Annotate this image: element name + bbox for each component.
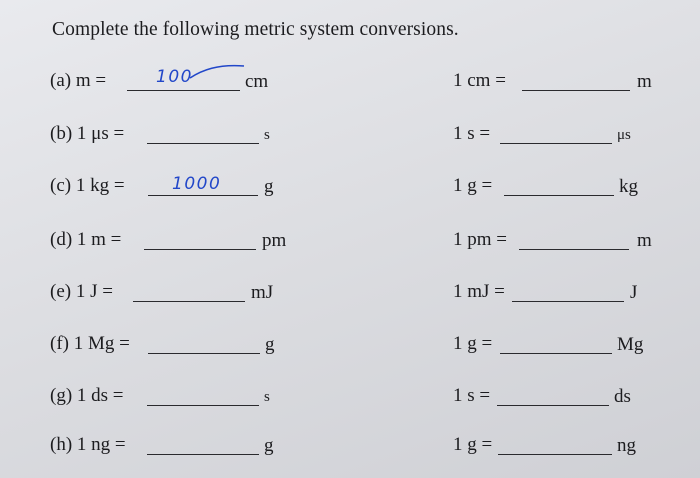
conversion-row-h [0, 434, 700, 474]
row-g-left-unit: s [264, 389, 270, 405]
row-d-left-unit: pm [262, 230, 287, 251]
row-a-left-answer: 100 [156, 67, 193, 87]
conversion-row-b [0, 123, 700, 163]
conversion-row-g [0, 385, 700, 425]
row-h-left-lead: (h) 1 ng = [50, 434, 126, 455]
conversion-row-e [0, 281, 700, 321]
row-c-right-lead: 1 g = [453, 175, 493, 196]
conversion-row-c [0, 175, 700, 215]
row-h-right-unit: ng [617, 435, 636, 456]
row-e-left-unit: mJ [251, 282, 274, 303]
row-d-right-lead: 1 pm = [453, 229, 507, 250]
row-c-left-lead: (c) 1 kg = [50, 175, 125, 196]
row-f-left-blank[interactable] [148, 333, 260, 354]
row-h-left-unit: g [264, 435, 274, 456]
row-f-right-lead: 1 g = [453, 333, 493, 354]
row-g-left-blank[interactable] [147, 385, 259, 406]
row-e-right-lead: 1 mJ = [453, 281, 505, 302]
row-d-right-blank[interactable] [519, 229, 629, 250]
row-g-left-lead: (g) 1 ds = [50, 385, 124, 406]
row-b-left-blank[interactable] [147, 123, 259, 144]
conversion-row-d [0, 229, 700, 269]
conversion-row-f [0, 333, 700, 373]
row-a-right-unit: m [637, 71, 652, 92]
row-a-right-blank[interactable] [522, 70, 630, 91]
row-e-left-lead: (e) 1 J = [50, 281, 113, 302]
row-f-left-lead: (f) 1 Mg = [50, 333, 130, 354]
row-d-right-unit: m [637, 230, 652, 251]
row-g-right-lead: 1 s = [453, 385, 491, 406]
row-g-right-blank[interactable] [497, 385, 609, 406]
row-f-right-blank[interactable] [500, 333, 612, 354]
row-g-right-unit: ds [614, 386, 631, 407]
row-b-right-lead: 1 s = [453, 123, 491, 144]
row-e-right-unit: J [630, 282, 638, 303]
row-b-right-blank[interactable] [500, 123, 612, 144]
row-c-right-unit: kg [619, 176, 638, 197]
row-h-right-lead: 1 g = [453, 434, 493, 455]
row-e-left-blank[interactable] [133, 281, 245, 302]
row-b-right-unit: μs [617, 127, 631, 143]
row-e-right-blank[interactable] [512, 281, 624, 302]
row-d-left-lead: (d) 1 m = [50, 229, 122, 250]
row-c-left-unit: g [264, 176, 274, 197]
worksheet-title: Complete the following metric system conversions. [52, 19, 459, 40]
row-d-left-blank[interactable] [144, 229, 256, 250]
row-a-right-lead: 1 cm = [453, 70, 506, 91]
row-a-pen-swoosh [188, 64, 248, 86]
row-f-left-unit: g [265, 334, 275, 355]
row-c-left-answer: 1000 [172, 174, 222, 194]
row-b-left-lead: (b) 1 μs = [50, 123, 125, 144]
row-h-left-blank[interactable] [147, 434, 259, 455]
row-a-left-lead: (a) m = [50, 70, 107, 91]
row-b-left-unit: s [264, 127, 270, 143]
row-c-right-blank[interactable] [504, 175, 614, 196]
row-a-left-unit: cm [245, 71, 269, 92]
conversion-row-a [0, 67, 700, 110]
row-h-right-blank[interactable] [498, 434, 612, 455]
row-f-right-unit: Mg [617, 334, 644, 355]
